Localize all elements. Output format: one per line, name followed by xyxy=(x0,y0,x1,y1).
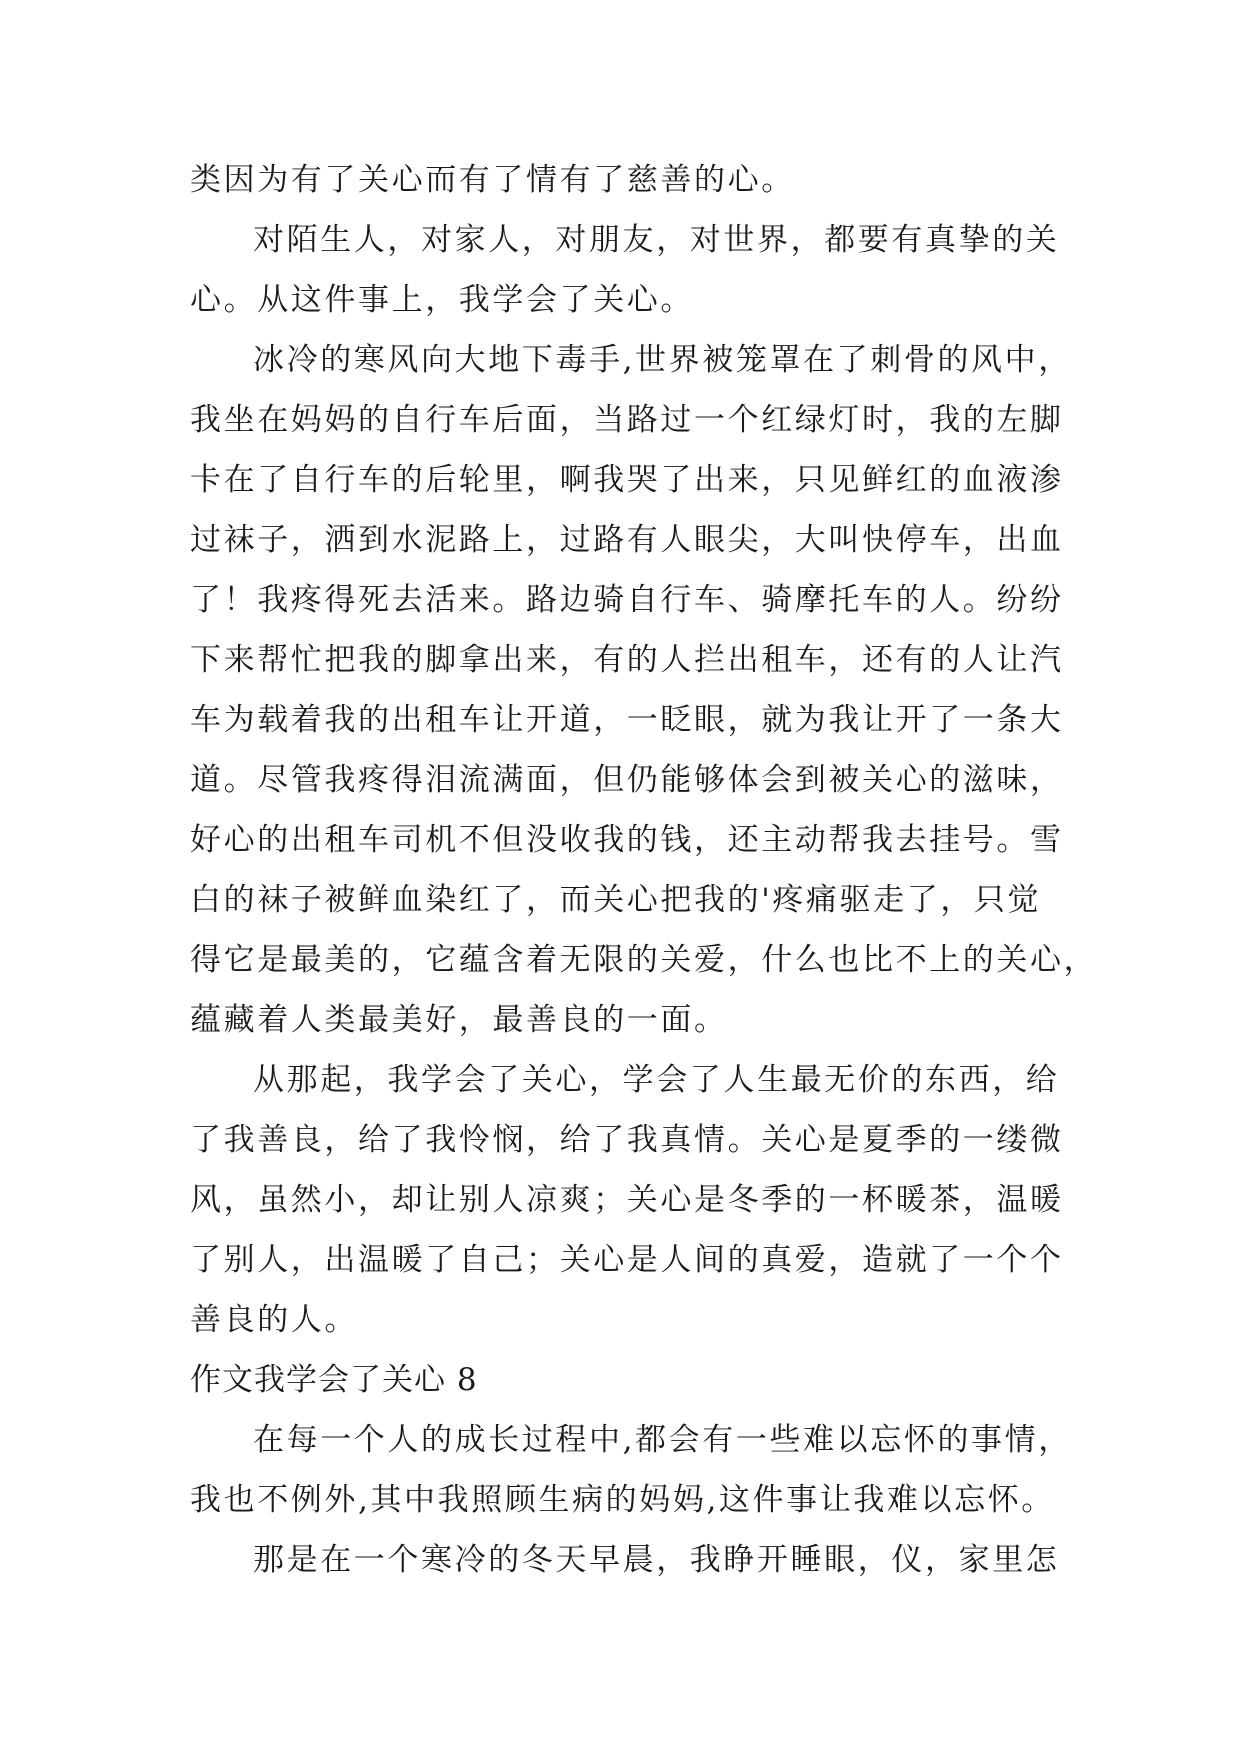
text-line: 蕴藏着人类最美好，最善良的一面。 xyxy=(190,1002,728,1038)
text-line: 道。尽管我疼得泪流满面，但仍能够体会到被关心的滋味， xyxy=(190,762,1064,798)
text-line: 车为载着我的出租车让开道，一眨眼，就为我让开了一条大 xyxy=(190,702,1064,738)
text-line: 得它是最美的，它蕴含着无限的关爱，什么也比不上的关心， xyxy=(190,942,1098,978)
text-line: 了！我疼得死去活来。路边骑自行车、骑摩托车的人。纷纷 xyxy=(190,582,1064,618)
text-line: 我坐在妈妈的自行车后面，当路过一个红绿灯时，我的左脚 xyxy=(190,402,1064,438)
section-heading: 作文我学会了关心 8 xyxy=(190,1362,478,1398)
text-line: 卡在了自行车的后轮里，啊我哭了出来，只见鲜红的血液渗 xyxy=(190,462,1064,498)
text-line: 了别人，出温暖了自己；关心是人间的真爱，造就了一个个 xyxy=(190,1242,1064,1278)
text-line: 冰冷的寒风向大地下毒手,世界被笼罩在了刺骨的风中， xyxy=(253,342,1072,378)
document-page xyxy=(190,150,1098,1590)
text-line: 从那起，我学会了关心，学会了人生最无价的东西，给 xyxy=(253,1062,1060,1098)
text-line: 好心的出租车司机不但没收我的钱，还主动帮我去挂号。雪 xyxy=(190,822,1064,858)
text-line: 下来帮忙把我的脚拿出来，有的人拦出租车，还有的人让汽 xyxy=(190,642,1064,678)
text-line: 风，虽然小，却让别人凉爽；关心是冬季的一杯暖茶，温暖 xyxy=(190,1182,1064,1218)
text-line: 白的袜子被鲜血染红了，而关心把我的'疼痛驱走了，只觉 xyxy=(190,882,1042,918)
text-line: 在每一个人的成长过程中,都会有一些难以忘怀的事情， xyxy=(253,1422,1072,1458)
text-line: 了我善良，给了我怜悯，给了我真情。关心是夏季的一缕微 xyxy=(190,1122,1064,1158)
text-line: 过袜子，洒到水泥路上，过路有人眼尖，大叫快停车，出血 xyxy=(190,522,1064,558)
text-line: 类因为有了关心而有了情有了慈善的心。 xyxy=(190,162,795,198)
text-line: 对陌生人，对家人，对朋友，对世界，都要有真挚的关 xyxy=(253,222,1060,258)
text-line: 那是在一个寒冷的冬天早晨，我睁开睡眼，仪，家里怎 xyxy=(253,1542,1060,1578)
text-line: 善良的人。 xyxy=(190,1302,358,1338)
text-line: 我也不例外,其中我照顾生病的妈妈,这件事让我难以忘怀。 xyxy=(190,1482,1055,1518)
text-line: 心。从这件事上，我学会了关心。 xyxy=(190,282,694,318)
